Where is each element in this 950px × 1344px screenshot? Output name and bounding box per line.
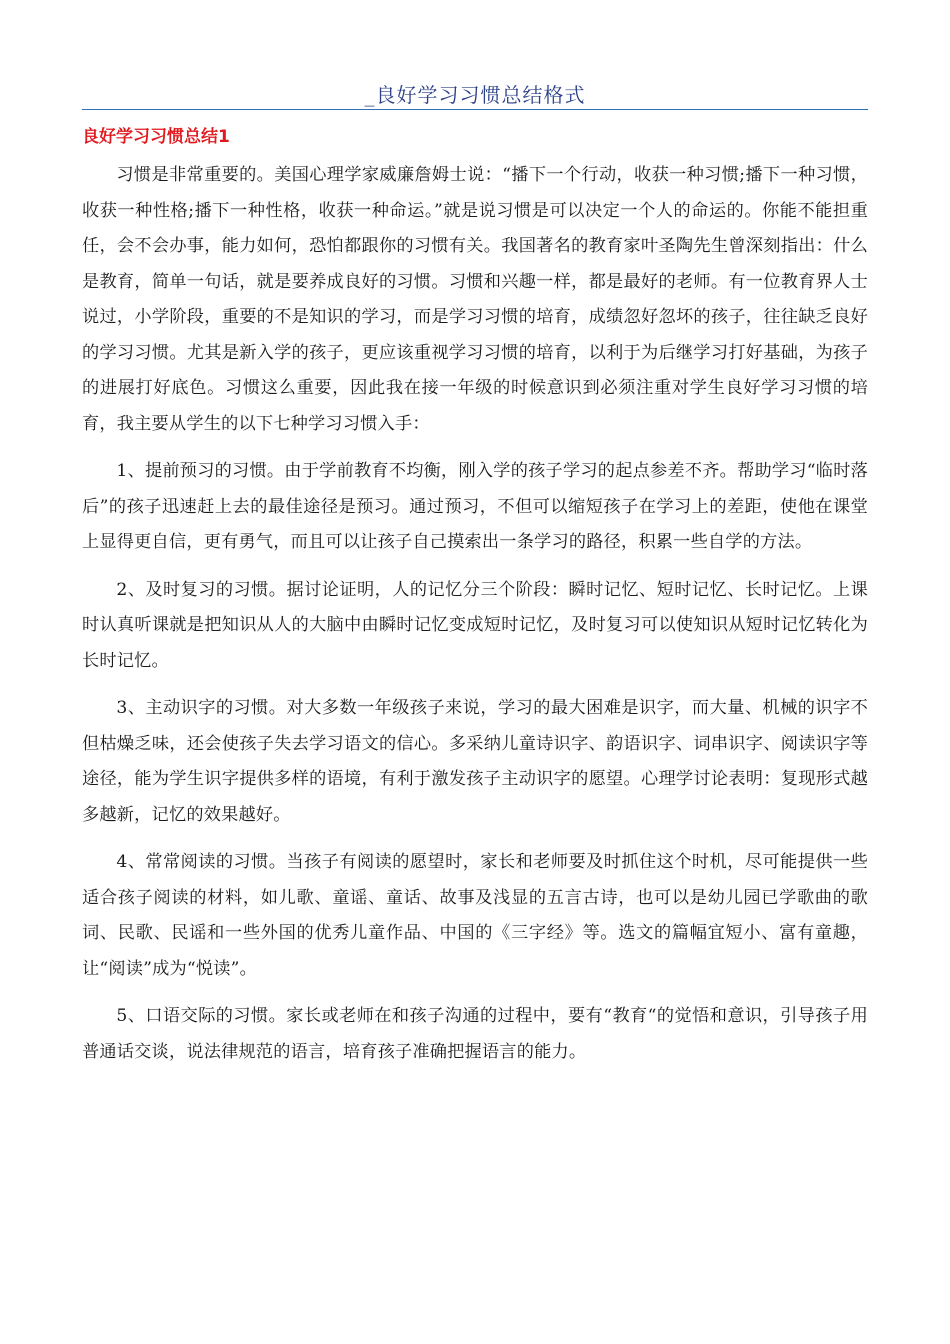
section-heading: 良好学习习惯总结1 xyxy=(82,127,230,147)
habit-item-4: 4、常常阅读的习惯。当孩子有阅读的愿望时，家长和老师要及时抓住这个时机，尽可能提供一些适合孩子阅读的材料，如儿歌、童谣、童话、故事及浅显的五言古诗，也可以是幼儿园已学歌曲的歌词、民歌、民谣和一些外国的优秀儿童作品、中国的《三字经》等。选文的篇幅宜短小、富有童趣，让“阅读”成为“悦读”。 xyxy=(82,852,868,979)
habit-item-3: 3、主动识字的习惯。对大多数一年级孩子来说，学习的最大困难是识字，而大量、机械的识字不但枯燥乏味，还会使孩子失去学习语文的信心。多采纳儿童诗识字、韵语识字、词串识字、阅读识字等途径，能为学生识字提供多样的语境，有利于激发孩子主动识字的愿望。心理学讨论表明：复现形式越多越新，记忆的效果越好。 xyxy=(82,698,868,825)
document-body xyxy=(82,122,868,1070)
header-divider xyxy=(82,109,868,110)
header-title: _良好学习习惯总结格式 xyxy=(364,83,586,107)
habit-item-1: 1、提前预习的习惯。由于学前教育不均衡，刚入学的孩子学习的起点参差不齐。帮助学习“临时落后”的孩子迅速赶上去的最佳途径是预习。通过预习，不但可以缩短孩子在学习上的差距，使他在课堂上显得更自信，更有勇气，而且可以让孩子自己摸索出一条学习的路径，积累一些自学的方法。 xyxy=(82,461,868,552)
intro-paragraph: 习惯是非常重要的。美国心理学家威廉詹姆士说：“播下一个行动，收获一种习惯;播下一种习惯，收获一种性格;播下一种性格，收获一种命运。”就是说习惯是可以决定一个人的命运的。你能不能担重任，会不会办事，能力如何，恐怕都跟你的习惯有关。我国著名的教育家叶圣陶先生曾深刻指出：什么是教育，简单一句话，就是要养成良好的习惯。习惯和兴趣一样，都是最好的老师。有一位教育界人士说过，小学阶段，重要的不是知识的学习，而是学习习惯的培育，成绩忽好忽坏的孩子，往往缺乏良好的学习习惯。尤其是新入学的孩子，更应该重视学习习惯的培育，以利于为后继学习打好基础，为孩子的进展打好底色。习惯这么重要，因此我在接一年级的时候意识到必须注重对学生良好学习习惯的培育，我主要从学生的以下七种学习习惯入手： xyxy=(82,165,868,434)
page-header xyxy=(82,82,868,108)
habit-item-5: 5、口语交际的习惯。家长或老师在和孩子沟通的过程中，要有“教育“的觉悟和意识，引导孩子用普通话交谈，说法律规范的语言，培育孩子准确把握语言的能力。 xyxy=(82,1006,868,1062)
habit-item-2: 2、及时复习的习惯。据讨论证明，人的记忆分三个阶段：瞬时记忆、短时记忆、长时记忆。上课时认真听课就是把知识从人的大脑中由瞬时记忆变成短时记忆，及时复习可以使知识从短时记忆转化为长时记忆。 xyxy=(82,579,868,671)
